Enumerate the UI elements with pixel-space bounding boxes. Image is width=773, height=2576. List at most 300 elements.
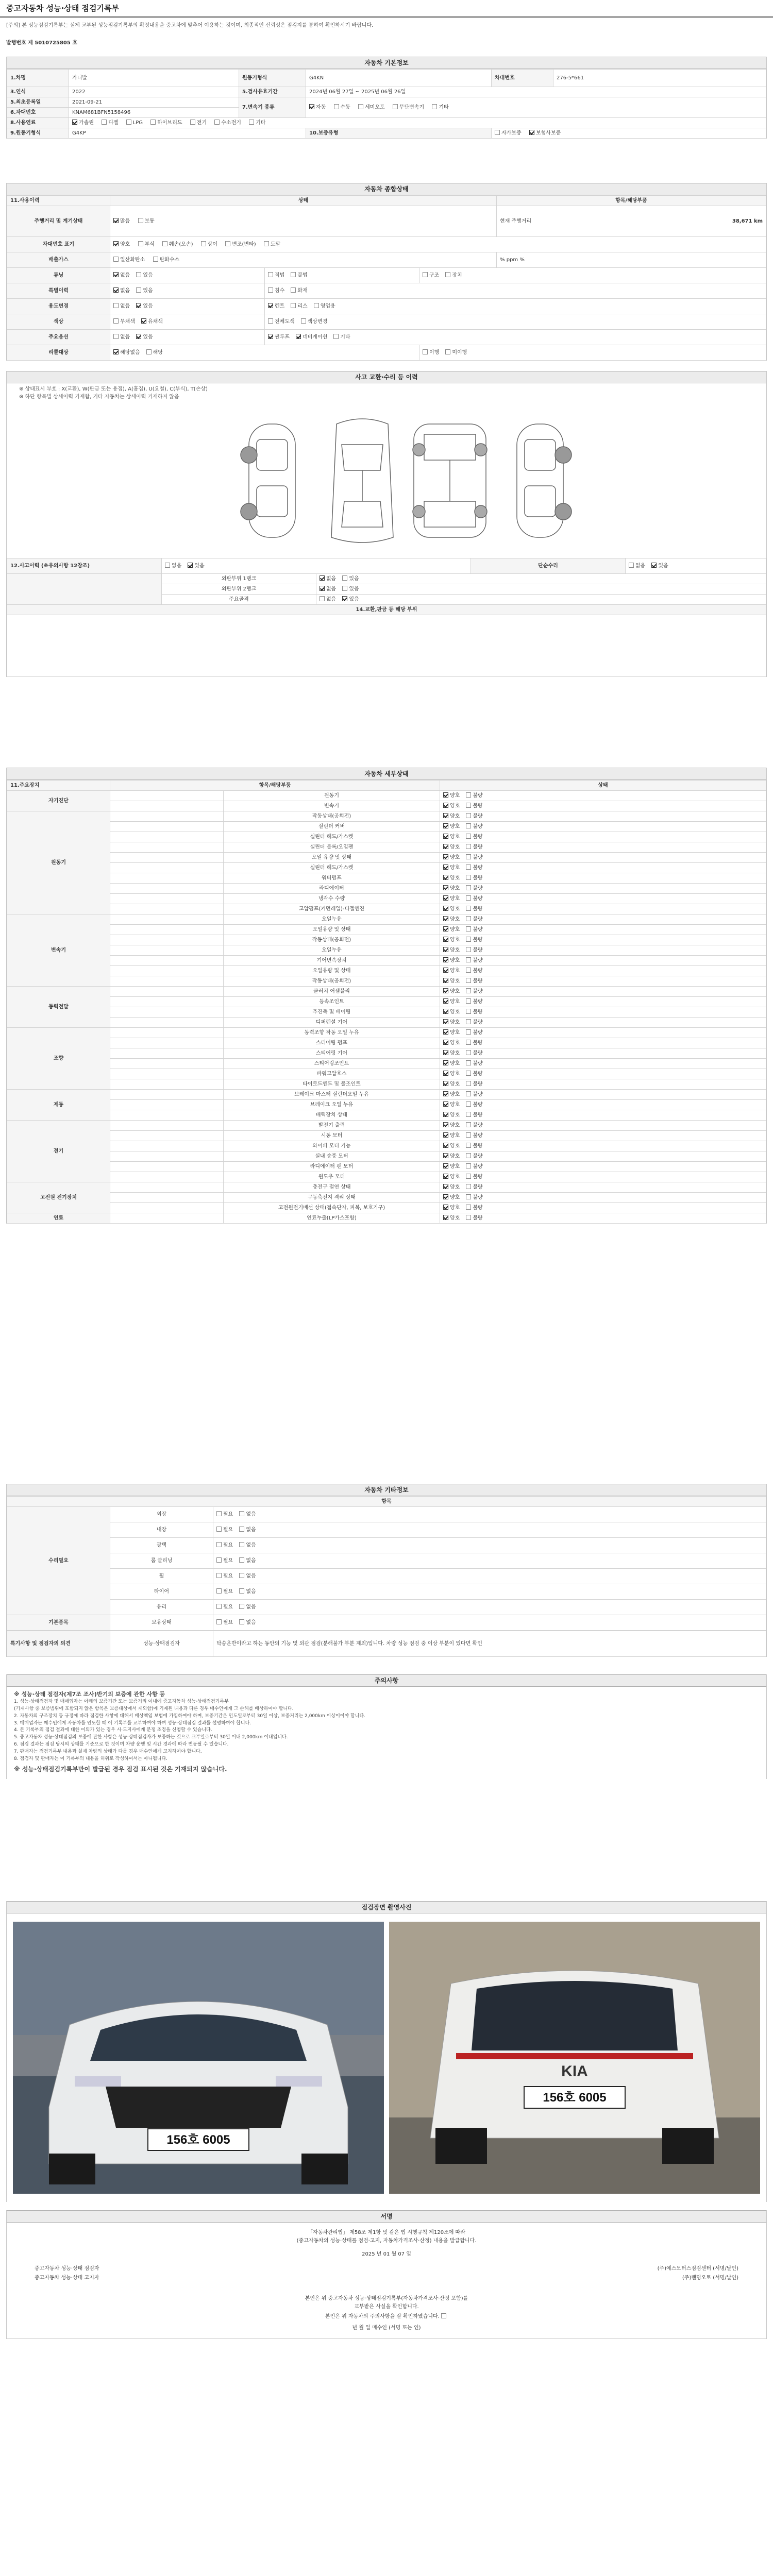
- signature-section: [6, 2210, 767, 2339]
- detail-item: 브레이크 마스터 실린더오일 누유: [224, 1090, 440, 1100]
- detail-status: 양호 불량: [440, 987, 766, 997]
- detail-row: [7, 904, 766, 914]
- detail-item: 브레이크 오일 누유: [224, 1100, 440, 1110]
- detail-item: 추진축 및 베어링: [224, 1007, 440, 1018]
- chassis-value: KNAM681BFN5158496: [69, 108, 239, 118]
- rank-options: 없음 있음: [316, 574, 766, 584]
- tuning-type: 구조 장치: [419, 268, 766, 283]
- detail-item: 구동축전지 격리 상태: [224, 1193, 440, 1203]
- detail-status: 양호 불량: [440, 791, 766, 801]
- document-header: [0, 0, 773, 18]
- section-title: 사고 교환·수리 등 이력: [7, 371, 766, 383]
- detail-status: 양호 불량: [440, 884, 766, 894]
- etc-row: [7, 1538, 766, 1553]
- detail-subgroup: [110, 1069, 224, 1079]
- detail-item: 클러치 어셈블리: [224, 987, 440, 997]
- detail-row: [7, 1162, 766, 1172]
- legend-line: ※ 하단 항목별 상세이력 기재함, 기타 자동차는 상세이력 기재하지 않음: [19, 394, 179, 400]
- etc-item: 외장: [110, 1507, 213, 1522]
- etc-status: 필요 없음: [213, 1584, 766, 1600]
- detail-status: 양호 불량: [440, 1121, 766, 1131]
- detail-status: 양호 불량: [440, 956, 766, 966]
- detail-subgroup: [110, 884, 224, 894]
- sign-line: 본인은 위 자동차의 주의사항을 잘 확인하였습니다.: [14, 2313, 759, 2320]
- detail-status: 양호 불량: [440, 1141, 766, 1151]
- etc-status: 필요 없음: [213, 1553, 766, 1569]
- detail-subgroup: [110, 894, 224, 904]
- etc-item: 휠: [110, 1569, 213, 1584]
- detail-status: 양호 불량: [440, 945, 766, 956]
- caution-line: 1. 성능·상태점검자 및 매매업자는 아래의 보증기간 또는 보증거리 이내에 중고자동차 성능·상태점검기록부: [14, 1699, 229, 1705]
- notifier-value: (주)랜딩오토 (서명/날인): [682, 2275, 738, 2281]
- warranty-options: 자가보증 보험사보증: [492, 128, 766, 139]
- detail-subgroup: [110, 997, 224, 1007]
- detail-item: 시동 모터: [224, 1131, 440, 1141]
- section-title: 주의사항: [7, 1674, 766, 1687]
- detail-group-label: 전기: [7, 1121, 110, 1182]
- detail-row: [7, 1110, 766, 1121]
- detail-row: [7, 1141, 766, 1151]
- detail-row: [7, 1100, 766, 1110]
- detail-subgroup: [110, 853, 224, 863]
- color-options: 무채색 유채색: [110, 314, 265, 330]
- detail-item: 라디에이터 팬 모터: [224, 1162, 440, 1172]
- detail-status: 양호 불량: [440, 1100, 766, 1110]
- rank-label: 외판부위 2랭크: [162, 584, 316, 595]
- detail-item: 스티어링조인트: [224, 1059, 440, 1069]
- detail-row: [7, 1048, 766, 1059]
- detail-row: [7, 884, 766, 894]
- detail-row: [7, 1038, 766, 1048]
- detail-row: [7, 997, 766, 1007]
- caution-line: 3. 매매업자는 매수인에게 자동차를 인도할 때 이 기록부를 교부하여야 하며 성능·상태점검 결과를 설명하여야 합니다.: [14, 1720, 251, 1726]
- vin-mark-label: 차대번호 표기: [7, 237, 110, 252]
- mileage-value: 현재 주행거리 38,671 km: [497, 206, 766, 237]
- document-title: 중고자동차 성능·상태 점검기록부: [6, 4, 120, 13]
- detail-subgroup: [110, 791, 224, 801]
- detail-item: 실린더 블록/오일팬: [224, 842, 440, 853]
- photo-row: [7, 1913, 766, 2202]
- detail-status: 양호 불량: [440, 1182, 766, 1193]
- etc-row: [7, 1615, 766, 1631]
- special-options: 없음 있음: [110, 283, 265, 299]
- detail-subgroup: [110, 801, 224, 811]
- etc-status: 필요 없음: [213, 1600, 766, 1615]
- detail-item: 워터펌프: [224, 873, 440, 884]
- detail-item: 오일유량 및 상태: [224, 925, 440, 935]
- detail-item: 냉각수 수량: [224, 894, 440, 904]
- detail-row: [7, 914, 766, 925]
- recall-label: 리콜대상: [7, 345, 110, 361]
- detail-status-section: [6, 768, 767, 1224]
- detail-subgroup: [110, 822, 224, 832]
- detail-status: 양호 불량: [440, 904, 766, 914]
- detail-status: 양호 불량: [440, 1007, 766, 1018]
- detail-item: 연료누출(LP가스포함): [224, 1213, 440, 1224]
- col-header: 항목/해당부품: [110, 781, 440, 791]
- detail-status: 양호 불량: [440, 801, 766, 811]
- detail-row: [7, 1079, 766, 1090]
- special-type: 침수 화재: [265, 283, 766, 299]
- transmission-options: 자동 수동 세미오토 무단변속기 기타: [306, 97, 766, 118]
- detail-item: 발전기 출력: [224, 1121, 440, 1131]
- detail-status: 양호 불량: [440, 1213, 766, 1224]
- caution-line: 8. 점검자 및 판매자는 이 기록부의 내용을 허위로 작성하여서는 아니됩니다.: [14, 1756, 168, 1761]
- detail-status: 양호 불량: [440, 1018, 766, 1028]
- etc-item: 타이어: [110, 1584, 213, 1600]
- mileage-label: 주행거리 및 계기상태: [7, 206, 110, 237]
- emission-label: 배출가스: [7, 252, 110, 268]
- caution-line: 2. 자동차의 구조장치 등 규정에 따라 점검한 사항에 대해서 배상책임 보험에 가입하여야 하며, 보증기간은 인도일로부터 30일 이상, 보증거리는 2,000km 이상이어야 합니다.: [14, 1713, 366, 1719]
- detail-subgroup: [110, 925, 224, 935]
- col-header: 상태: [440, 781, 766, 791]
- detail-group-label: 변속기: [7, 914, 110, 987]
- fuel-options: 가솔린 디젤 LPG 하이브리드 전기 수소전기 기타: [69, 118, 766, 128]
- etc-row: [7, 1600, 766, 1615]
- options-label: 주요옵션: [7, 330, 110, 345]
- detail-row: [7, 1059, 766, 1069]
- col-header: 11.사용이력: [7, 196, 110, 206]
- section-title: 자동차 종합상태: [7, 183, 766, 195]
- detail-group-label: 연료: [7, 1213, 110, 1224]
- detail-row: [7, 853, 766, 863]
- detail-item: 오일유량 및 상태: [224, 966, 440, 976]
- accident-label: 12.사고이력 (※유의사항 12참조): [7, 558, 162, 574]
- detail-row: [7, 987, 766, 997]
- car-diagram: [7, 403, 766, 558]
- detail-subgroup: [110, 1059, 224, 1069]
- detail-subgroup: [110, 1007, 224, 1018]
- detail-subgroup: [110, 1121, 224, 1131]
- detail-item: 작동상태(공회전): [224, 935, 440, 945]
- etc-row: [7, 1584, 766, 1600]
- detail-row: [7, 1151, 766, 1162]
- detail-status: 양호 불량: [440, 1203, 766, 1213]
- sign-line: (중고자동차의 성능·상태를 점검·고지, 자동차가격조사·산정) 내용을 발급합니다.: [296, 2238, 477, 2244]
- detail-item: 스티어링 펌프: [224, 1038, 440, 1048]
- detail-subgroup: [110, 1162, 224, 1172]
- caution-line: 6. 점검 결과는 점검 당시의 상태를 기준으로 한 것이며 차량 운행 및 시간 경과에 따라 변동될 수 있습니다.: [14, 1741, 229, 1747]
- detail-subgroup: [110, 956, 224, 966]
- etc-row: [7, 1569, 766, 1584]
- caution-line: 4. 본 기록부의 점검 결과에 대한 이의가 있는 경우 시·도지사에게 분쟁 조정을 신청할 수 있습니다.: [14, 1727, 212, 1733]
- opinion-text: 탁송운반이라고 하는 동안의 기능 및 외관 점검(분해불가 부분 제외)입니다. 차량 성능 점검 중 이상 부분이 있다면 확인: [213, 1631, 766, 1657]
- motor-label: 9.원동기형식: [7, 128, 69, 139]
- sign-line: 「자동차관리법」 제58조 제1항 및 같은 법 시행규칙 제120조에 따라: [308, 2230, 465, 2235]
- etc-status: 필요 없음: [213, 1615, 766, 1631]
- detail-row: [7, 822, 766, 832]
- accident-options: 없음 있음: [162, 558, 471, 574]
- inspector-label: 중고자동차 성능·상태 점검자: [35, 2266, 99, 2272]
- detail-row: [7, 935, 766, 945]
- detail-row: [7, 1193, 766, 1203]
- detail-status: 양호 불량: [440, 1162, 766, 1172]
- detail-status: 양호 불량: [440, 997, 766, 1007]
- options-type: 썬루프 네비게이션 기타: [265, 330, 766, 345]
- usage-options: 없음 있음: [110, 299, 265, 314]
- detail-group-label: 제동: [7, 1090, 110, 1121]
- detail-subgroup: [110, 832, 224, 842]
- detail-row: [7, 801, 766, 811]
- detail-item: 고압펌프(커먼레일)-디젤엔진: [224, 904, 440, 914]
- checkbox: [334, 104, 339, 109]
- etc-info-section: [6, 1484, 767, 1657]
- etc-status: 필요 없음: [213, 1522, 766, 1538]
- detail-subgroup: [110, 914, 224, 925]
- caution-emphasis: ※ 성능·상태점검기록부만이 발급된 경우 점검 표시된 것은 기재되지 않습니다.: [14, 1766, 227, 1773]
- inspector-value: (주)예스모터스점검센터 (서명/날인): [657, 2266, 738, 2272]
- detail-item: 디퍼렌셜 기어: [224, 1018, 440, 1028]
- car-name-label: 1.차명: [7, 70, 69, 87]
- detail-item: 파워고압호스: [224, 1069, 440, 1079]
- main-options: 없음 있음: [110, 330, 265, 345]
- detail-row: [7, 1172, 766, 1182]
- detail-subgroup: [110, 976, 224, 987]
- detail-item: 오일누유: [224, 945, 440, 956]
- section-title: 자동차 기타정보: [7, 1484, 766, 1496]
- signature-block: [7, 2223, 766, 2338]
- usage-change-label: 용도변경: [7, 299, 110, 314]
- section-title: 자동차 세부상태: [7, 768, 766, 780]
- parts-subheader: 14.교환,판금 등 해당 부위: [7, 605, 766, 615]
- detail-row: [7, 1069, 766, 1079]
- notice-text: [주의] 본 성능점검기록부는 실제 교부된 성능점검기록부의 확정내용을 중고차에 맞추어 이용하는 것이며, 최종적인 신뢰성은 점검지를 통하여 확인하시기 바랍니다.: [6, 23, 374, 28]
- detail-item: 와이퍼 모터 기능: [224, 1141, 440, 1151]
- detail-row: [7, 1213, 766, 1224]
- detail-group-label: 원동기: [7, 811, 110, 914]
- detail-row: [7, 945, 766, 956]
- chassis-label: 6.차대번호: [7, 108, 69, 118]
- etc-row: [7, 1553, 766, 1569]
- detail-item: 등속조인트: [224, 997, 440, 1007]
- accident-table: [7, 558, 766, 677]
- general-status-section: [6, 183, 767, 361]
- basic-info-section: [6, 57, 767, 139]
- detail-status: 양호 불량: [440, 842, 766, 853]
- vin-label: 차대번호: [492, 70, 553, 87]
- etc-item: 유리: [110, 1600, 213, 1615]
- basic-info-table: [7, 69, 766, 139]
- detail-status: 양호 불량: [440, 1038, 766, 1048]
- usage-type: 렌트 리스 영업용: [265, 299, 766, 314]
- detail-item: 오일누유: [224, 914, 440, 925]
- detail-item: 오일 유량 및 상태: [224, 853, 440, 863]
- detail-status: 양호 불량: [440, 873, 766, 884]
- rank-options: 없음 있음: [316, 584, 766, 595]
- detail-item: 고전원전기배선 상태(접속단자, 피복, 보호기구): [224, 1203, 440, 1213]
- detail-subgroup: [110, 935, 224, 945]
- detail-row: [7, 1182, 766, 1193]
- detail-subgroup: [110, 1193, 224, 1203]
- fuel-label: 8.사용연료: [7, 118, 69, 128]
- document-number: 발행번호 제 5010725805 호: [6, 40, 77, 46]
- etc-item: 보유상태: [110, 1615, 213, 1631]
- detail-row: [7, 1028, 766, 1038]
- detail-status: 양호 불량: [440, 853, 766, 863]
- detail-status: 양호 불량: [440, 811, 766, 822]
- detail-subgroup: [110, 1110, 224, 1121]
- detail-row: [7, 966, 766, 976]
- detail-subgroup: [110, 811, 224, 822]
- detail-item: 작동상태(공회전): [224, 811, 440, 822]
- detail-status: 양호 불량: [440, 935, 766, 945]
- simple-repair-options: 없음 있음: [626, 558, 766, 574]
- caution-section: [6, 1674, 767, 1779]
- engine-type-label: 원동기형식: [239, 70, 306, 87]
- detail-group-label: 동력전달: [7, 987, 110, 1028]
- detail-status: 양호 불량: [440, 1193, 766, 1203]
- car-underside-icon: [413, 424, 487, 537]
- opinion-sub: 성능·상태점검자: [110, 1631, 213, 1657]
- emission-options: 일산화탄소 탄화수소: [110, 252, 497, 268]
- detail-item: 실린더 헤드/가스켓: [224, 863, 440, 873]
- etc-group-label: 수리필요: [7, 1507, 110, 1615]
- caution-line: (기재사항 중 보증범위에 포함되지 않은 항목은 보증대상에서 제외함)에 기재된 내용과 다른 경우 매수인에게 그 손해를 배상하여야 합니다.: [14, 1706, 294, 1711]
- detail-status: 양호 불량: [440, 1110, 766, 1121]
- detail-row: [7, 842, 766, 853]
- tuning-options: 없음 있음: [110, 268, 265, 283]
- detail-item: 배력장치 상태: [224, 1110, 440, 1121]
- detail-subgroup: [110, 1079, 224, 1090]
- sign-line: 교부받은 사실을 확인합니다.: [354, 2304, 419, 2310]
- special-history-label: 특별이력: [7, 283, 110, 299]
- first-reg-label: 5.최초등록일: [7, 97, 69, 108]
- section-title: 점검장면 촬영사진: [7, 1901, 766, 1913]
- caution-head: ※ 성능·상태 점검자(제7조 조사)반기의 보증에 관한 사항 등: [14, 1691, 165, 1698]
- mileage-options: 많음 보통: [110, 206, 497, 237]
- notifier-label: 중고자동차 성능·상태 고지자: [35, 2275, 99, 2281]
- detail-item: 윈도우 모터: [224, 1172, 440, 1182]
- rank-label: 외판부위 1랭크: [162, 574, 316, 584]
- detail-subgroup: [110, 1100, 224, 1110]
- etc-info-table: [7, 1496, 766, 1631]
- tuning-label: 튜닝: [7, 268, 110, 283]
- col-header: 항목/해당부품: [497, 196, 766, 206]
- recall-status: 이행 미이행: [419, 345, 766, 361]
- etc-status: 필요 없음: [213, 1538, 766, 1553]
- section-title: 서명: [7, 2210, 766, 2223]
- sign-date: 2025 년 01 월 07 일: [362, 2251, 411, 2257]
- checkbox: [432, 104, 437, 109]
- car-outline-svg: [7, 403, 767, 558]
- color-label: 색상: [7, 314, 110, 330]
- detail-subgroup: [110, 1172, 224, 1182]
- opinion-label: 특기사항 및 점검자의 의견: [7, 1631, 110, 1657]
- detail-item: 실린더 헤드/가스켓: [224, 832, 440, 842]
- warranty-label: 10.보증유형: [306, 128, 492, 139]
- detail-item: 변속기: [224, 801, 440, 811]
- rank-options: 없음 있음: [316, 595, 766, 605]
- detail-subgroup: [110, 987, 224, 997]
- detail-subgroup: [110, 1182, 224, 1193]
- detail-status: 양호 불량: [440, 1048, 766, 1059]
- detail-status: 양호 불량: [440, 1131, 766, 1141]
- checkbox: [309, 104, 314, 109]
- detail-subgroup: [110, 1141, 224, 1151]
- etc-row: [7, 1507, 766, 1522]
- caution-line: 7. 판매자는 점검기록부 내용과 실제 차량의 상태가 다를 경우 매수인에게 고지하여야 합니다.: [14, 1749, 202, 1754]
- detail-row: [7, 1007, 766, 1018]
- checkbox: [393, 104, 398, 109]
- inspection-period-value: 2024년 06월 27일 ~ 2025년 06월 26일: [306, 87, 766, 97]
- detail-row: [7, 791, 766, 801]
- plate-front: 156호 6005: [166, 2133, 230, 2147]
- caution-notes: [7, 1687, 766, 1779]
- detail-status: 양호 불량: [440, 1172, 766, 1182]
- detail-subgroup: [110, 1090, 224, 1100]
- color-type: 전체도색 색상변경: [265, 314, 766, 330]
- detail-row: [7, 1203, 766, 1213]
- detail-status: 양호 불량: [440, 925, 766, 935]
- detail-row: [7, 811, 766, 822]
- sign-line: 본인은 위 중고자동차 성능·상태점검기록부(자동차가격조사·산정 포함)를: [305, 2296, 468, 2301]
- car-rear-image: [389, 1922, 760, 2194]
- detail-row: [7, 873, 766, 884]
- caution-line: 5. 중고자동차 성능·상태점검의 보증에 관한 사항은 성능·상태점검자가 보증하는 것으로 교부일로부터 30일 이내 2,000km 이내입니다.: [14, 1735, 288, 1740]
- detail-subgroup: [110, 1038, 224, 1048]
- detail-status: 양호 불량: [440, 976, 766, 987]
- etc-row: [7, 1522, 766, 1538]
- detail-item: 동력조향 작동 오일 누유: [224, 1028, 440, 1038]
- detail-subgroup: [110, 1028, 224, 1038]
- opinion-table: [7, 1631, 766, 1657]
- detail-subgroup: [110, 1213, 224, 1224]
- checkbox: [358, 104, 363, 109]
- detail-subgroup: [110, 1018, 224, 1028]
- photo-section: [6, 1901, 767, 2202]
- detail-item: 타이로드엔드 및 볼조인트: [224, 1079, 440, 1090]
- inspection-period-label: 5.검사유효기간: [239, 87, 306, 97]
- front-photo: [13, 1922, 384, 2194]
- year-label: 3.연식: [7, 87, 69, 97]
- detail-row: [7, 863, 766, 873]
- general-status-table: [7, 195, 766, 361]
- col-header: 상태: [110, 196, 497, 206]
- detail-subgroup: [110, 873, 224, 884]
- detail-subgroup: [110, 966, 224, 976]
- detail-status: 양호 불량: [440, 1059, 766, 1069]
- detail-status: 양호 불량: [440, 832, 766, 842]
- detail-item: 기어변속장치: [224, 956, 440, 966]
- detail-status: 양호 불량: [440, 1079, 766, 1090]
- accident-diagram-section: [6, 371, 767, 677]
- etc-item: 내장: [110, 1522, 213, 1538]
- detail-status: 양호 불량: [440, 914, 766, 925]
- detail-status: 양호 불량: [440, 966, 766, 976]
- detail-item: 충전구 절연 상태: [224, 1182, 440, 1193]
- detail-row: [7, 832, 766, 842]
- year-value: 2022: [69, 87, 239, 97]
- car-name-value: 카니발: [69, 70, 239, 87]
- brand-logo: KIA: [561, 2063, 588, 2080]
- detail-subgroup: [110, 1203, 224, 1213]
- detail-row: [7, 925, 766, 935]
- detail-item: 실린더 커버: [224, 822, 440, 832]
- buyer-sign: 년 월 일 매수인 (서명 또는 인): [352, 2325, 421, 2331]
- legend: [7, 383, 766, 403]
- detail-subgroup: [110, 1151, 224, 1162]
- detail-subgroup: [110, 863, 224, 873]
- detail-status: 양호 불량: [440, 894, 766, 904]
- legend-line: ※ 상태표시 부호 : X(교환), W(판금 또는 용접), A(흠집), U(요철), C(부식), T(손상): [19, 386, 208, 392]
- vin-mark-options: 양호 부식 훼손(오손) 상이 변조(변타) 도말: [110, 237, 766, 252]
- car-side-right-icon: [517, 424, 572, 537]
- detail-row: [7, 976, 766, 987]
- detail-row: [7, 1121, 766, 1131]
- detail-item: 라디에이터: [224, 884, 440, 894]
- detail-item: 작동상태(공회전): [224, 976, 440, 987]
- detail-status: 양호 불량: [440, 822, 766, 832]
